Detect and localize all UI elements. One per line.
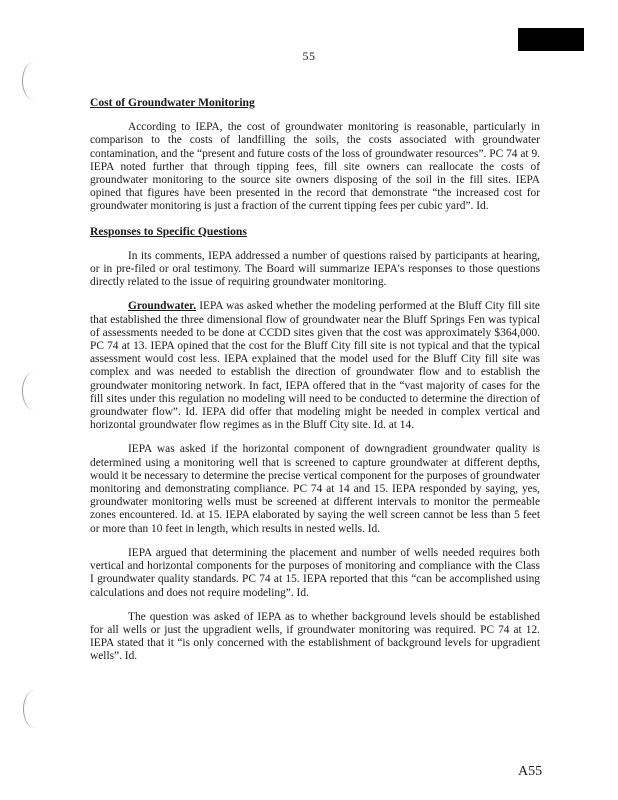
section-heading-cost: Cost of Groundwater Monitoring — [90, 96, 255, 109]
binder-hole-mark — [23, 690, 46, 728]
paragraph: According to IEPA, the cost of groundwater monitoring is reasonable, particularly in comparison to the costs of landfilling the soils, the costs associated with groundwater contamination, and the “present and future costs of the loss of groundwater resources”. PC 74 at 9. IEPA noted further that through tipping fees, fill site owners can reallocate the costs of groundwater monitoring to the source site owners disposing of the soil in the fill sites. IEPA opined that figures have been presented in the record that demonstrate “the increased cost for groundwater monitoring is just a fraction of the current tipping fees per cubic yard”. Id. — [90, 121, 540, 213]
binder-hole-mark — [22, 62, 45, 100]
document-body — [90, 96, 540, 675]
footer-page-label: A55 — [518, 764, 543, 779]
binder-hole-mark — [22, 372, 45, 410]
paragraph: The question was asked of IEPA as to whether background levels should be established for all wells or just the upgradient wells, if groundwater monitoring was required. PC 74 at 12. IEPA stated that it “is only concerned with the establishment of background levels for upgradient wells”. Id. — [90, 610, 540, 663]
page-number: 55 — [302, 49, 316, 63]
paragraph-groundwater — [90, 300, 540, 432]
paragraph: IEPA argued that determining the placement and number of wells needed requires both vertical and horizontal components for the purposes of monitoring and compliance with the Class I groundwater quality standards. PC 74 at 15. IEPA reported that this “can be accomplished using calculations and does not require modeling”. Id. — [90, 546, 540, 599]
paragraph-text: IEPA was asked whether the modeling performed at the Bluff City fill site that established the three dimensional flow of groundwater near the Bluff Springs Fen was typical of assessments needed to be done at CCDD sites given that the cost was approximately $364,000. PC 74 at 13. IEPA opined that the cost for the Bluff City fill site is not typical and that the typical assessment would cost less. IEPA explained that the model used for the Bluff City fill site was complex and was needed to establish the direction of groundwater flow and to establish the groundwater monitoring network. In fact, IEPA offered that in the “vast majority of cases for the fill sites under this regulation no modeling will need to be conducted to determine the direction of groundwater flow”. Id. IEPA did offer that modeling might be needed in complex vertical and horizontal groundwater flow regimes as in the Bluff City site. Id. at 14. — [90, 300, 540, 432]
paragraph: IEPA was asked if the horizontal component of downgradient groundwater quality is determined using a monitoring well that is screened to capture groundwater at different depths, would it be necessary to determine the precise vertical component for the purposes of groundwater monitoring and demonstrating compliance. PC 74 at 14 and 15. IEPA responded by saying, yes, groundwater monitoring wells must be screened at different intervals to monitor the permeable zones encountered. Id. at 15. IEPA elaborated by saying the well screen cannot be less than 5 feet or more than 10 feet in length, which results in nested wells. Id. — [90, 443, 540, 535]
paragraph: In its comments, IEPA addressed a number of questions raised by participants at hearing, or in pre-filed or oral testimony. The Board will summarize IEPA's responses to those questions directly related to the issue of requiring groundwater monitoring. — [90, 249, 540, 289]
redaction-block — [518, 28, 584, 51]
runin-heading-groundwater: Groundwater. — [128, 300, 197, 313]
section-heading-responses: Responses to Specific Questions — [90, 224, 247, 238]
